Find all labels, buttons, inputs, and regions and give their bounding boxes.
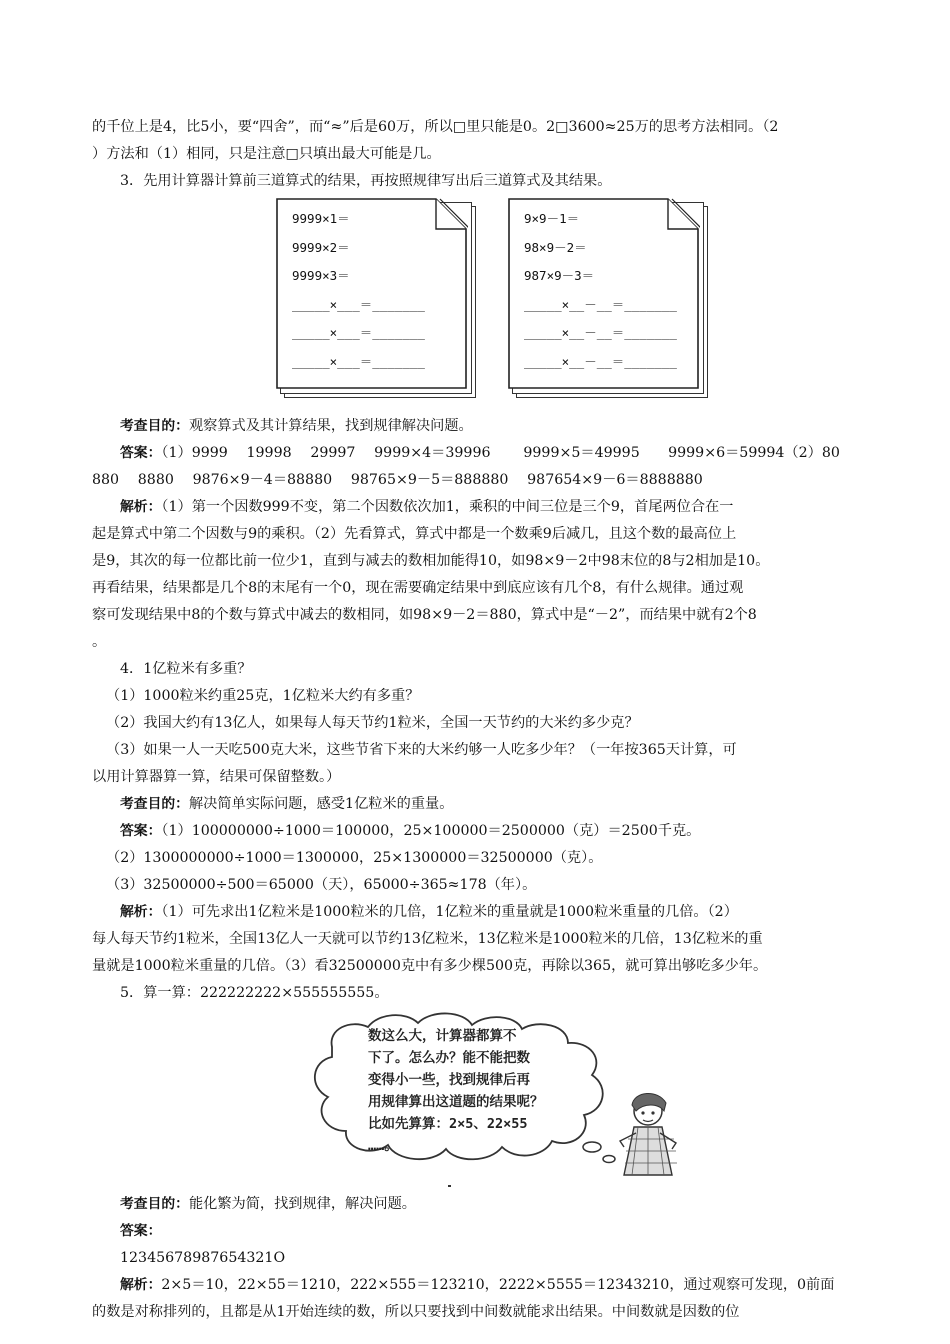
q3-title: 3．先用计算器计算前三道算式的结果，再按照规律写出后三道算式及其结果。: [120, 173, 612, 189]
q4-answer-line-3: （3）32500000÷500＝65000（天），65000÷365≈178（年）。: [106, 877, 537, 893]
girl-illustration-icon: [620, 1093, 677, 1175]
left-card-line-4: _____×___＝_______: [292, 296, 425, 312]
q3-analysis-line-3: 是9，其次的每一位都比前一位少1，直到与减去的数相加能得10，如98×9－2中98末位的8与2相加是10。: [92, 553, 770, 569]
right-card-line-6: _____×__－__＝_______: [524, 353, 677, 369]
answer-label: 答案：: [120, 1223, 162, 1239]
q4-sub-3-line-2: 以用计算器算一算，结果可保留整数。）: [92, 769, 341, 785]
right-card-line-2: 98×9－2＝: [524, 239, 587, 255]
left-card-line-5: _____×___＝_______: [292, 325, 425, 340]
purpose-text: 解决简单实际问题，感受1亿粒米的重量。: [188, 796, 454, 812]
q4-answer-line-2: （2）1300000000÷1000＝1300000，25×1300000＝32500000（克）。: [106, 850, 603, 866]
bubble-line-3: 变得小一些，找到规律后再: [368, 1072, 530, 1088]
bubble-line-1: 数这么大，计算器都算不: [368, 1028, 517, 1044]
q5-analysis: [92, 1272, 858, 1299]
answer-text: （1）100000000÷1000＝100000，25×100000＝2500000（克）＝2500千克。: [161, 823, 701, 839]
left-card-line-6: _____×___＝_______: [292, 353, 425, 369]
intro-line-1: 的千位上是4，比5小，要“四舍”，而“≈”后是60万，所以□里只能是0。2□3600≈25万的思考方法相同。（2: [92, 119, 779, 135]
document-page: [92, 114, 858, 1326]
q5-analysis-line-2: 的数是对称排列的，且都是从1开始连续的数，所以只要找到中间数就能求出结果。中间数就是因数的位: [92, 1304, 740, 1320]
right-card-line-1: 9×9－1＝: [524, 211, 580, 226]
q4-purpose: [92, 791, 858, 818]
q4-analysis-line-3: 量就是1000粒米重量的几倍。（3）看32500000克中有多少棵500克，再除以365，就可算出够吃多少年。: [92, 958, 768, 974]
bubble-line-2: 下了。怎么办？能不能把数: [368, 1050, 530, 1066]
analysis-text: 2×5＝10，22×55＝1210，222×555＝123210，2222×5555＝12343210，通过观察可发现，0前面: [161, 1277, 835, 1293]
q3-purpose: [92, 413, 858, 440]
q5-answer-label-line: [92, 1218, 858, 1245]
bubble-line-6: ……。: [368, 1138, 398, 1154]
analysis-label: 解析：: [120, 1277, 162, 1293]
q4-sub-1: （1）1000粒米约重25克，1亿粒米大约有多重？: [106, 688, 420, 704]
right-card: [508, 198, 706, 398]
q5-title: 5．算一算：222222222×555555555。: [120, 985, 389, 1001]
q4-title: 4．1亿粒米有多重？: [120, 661, 252, 677]
right-card-line-5: _____×__－__＝_______: [524, 325, 677, 340]
intro-line-2: ）方法和（1）相同，只是注意□只填出最大可能是几。: [92, 146, 441, 162]
left-card: [276, 198, 474, 398]
q3-analysis-line-5: 察可发现结果中8的个数与算式中减去的数相同，如98×9－2＝880，算式中是“－2”，而结果中就有2个8: [92, 607, 757, 623]
bubble-line-4: 用规律算出这道题的结果呢？: [368, 1094, 544, 1110]
analysis-text: （1）可先求出1亿粒米是1000粒米的几倍，1亿粒米的重量就是1000粒米重量的几倍。（2）: [161, 904, 738, 920]
q5-figure: [92, 1007, 858, 1191]
q4-answer: [92, 818, 858, 845]
purpose-label: 考查目的：: [120, 796, 189, 812]
q4-sub-2: （2）我国大约有13亿人，如果每人每天节约1粒米，全国一天节约的大米约多少克？: [106, 715, 639, 731]
left-card-line-2: 9999×2＝: [292, 239, 350, 255]
q3-answer: [92, 440, 858, 467]
q4-analysis: [92, 899, 858, 926]
thought-bubble-text: [368, 1025, 608, 1157]
q4-sub-3: （3）如果一人一天吃500克大米，这些节省下来的大米约够一人吃多少年？（一年按365天计算，可: [106, 742, 737, 758]
q5-purpose: [92, 1191, 858, 1218]
q3-analysis: [92, 494, 858, 521]
q3-analysis-line-4: 再看结果，结果都是几个8的末尾有一个0，现在需要确定结果中到底应该有几个8，有什么规律。通过观: [92, 580, 744, 596]
bubble-line-5: 比如先算算：2×5、22×55: [368, 1116, 528, 1132]
q4-analysis-line-2: 每人每天节约1粒米，全国13亿人一天就可以节约13亿粒米，13亿粒米是1000粒米的几倍，13亿粒米的重: [92, 931, 763, 947]
answer-label: 答案：: [120, 823, 162, 839]
answer-label: 答案：: [120, 445, 162, 461]
right-card-line-3: 987×9－3＝: [524, 268, 595, 283]
q3-answer-line-2: 880 8880 9876×9－4＝88880 98765×9－5＝888880 987654×9－6＝8888880: [92, 472, 703, 488]
purpose-text: 观察算式及其计算结果，找到规律解决问题。: [188, 418, 473, 434]
analysis-label: 解析：: [120, 499, 162, 515]
purpose-label: 考查目的：: [120, 418, 189, 434]
right-card-line-4: _____×__－__＝_______: [524, 296, 677, 312]
analysis-text: （1）第一个因数999不变，第二个因数依次加1，乘积的中间三位是三个9，首尾两位合在一: [161, 499, 734, 515]
purpose-label: 考查目的：: [120, 1196, 189, 1212]
analysis-label: 解析：: [120, 904, 162, 920]
q3-analysis-line-2: 起是算式中第二个因数与9的乘积。（2）先看算式，算式中都是一个数乘9后减几，且这个数的最高位上: [92, 526, 737, 542]
left-card-line-3: 9999×3＝: [292, 268, 350, 283]
q3-analysis-line-6: 。: [92, 634, 107, 650]
answer-text: （1）9999 19998 29997 9999×4＝39996 9999×5＝49995 9999×6＝59994（2）80: [161, 445, 840, 461]
q5-answer-text: 12345678987654321O: [120, 1250, 286, 1266]
q3-figure: [92, 198, 858, 410]
purpose-text: 能化繁为简，找到规律，解决问题。: [188, 1196, 416, 1212]
left-card-line-1: 9999×1＝: [292, 211, 350, 226]
